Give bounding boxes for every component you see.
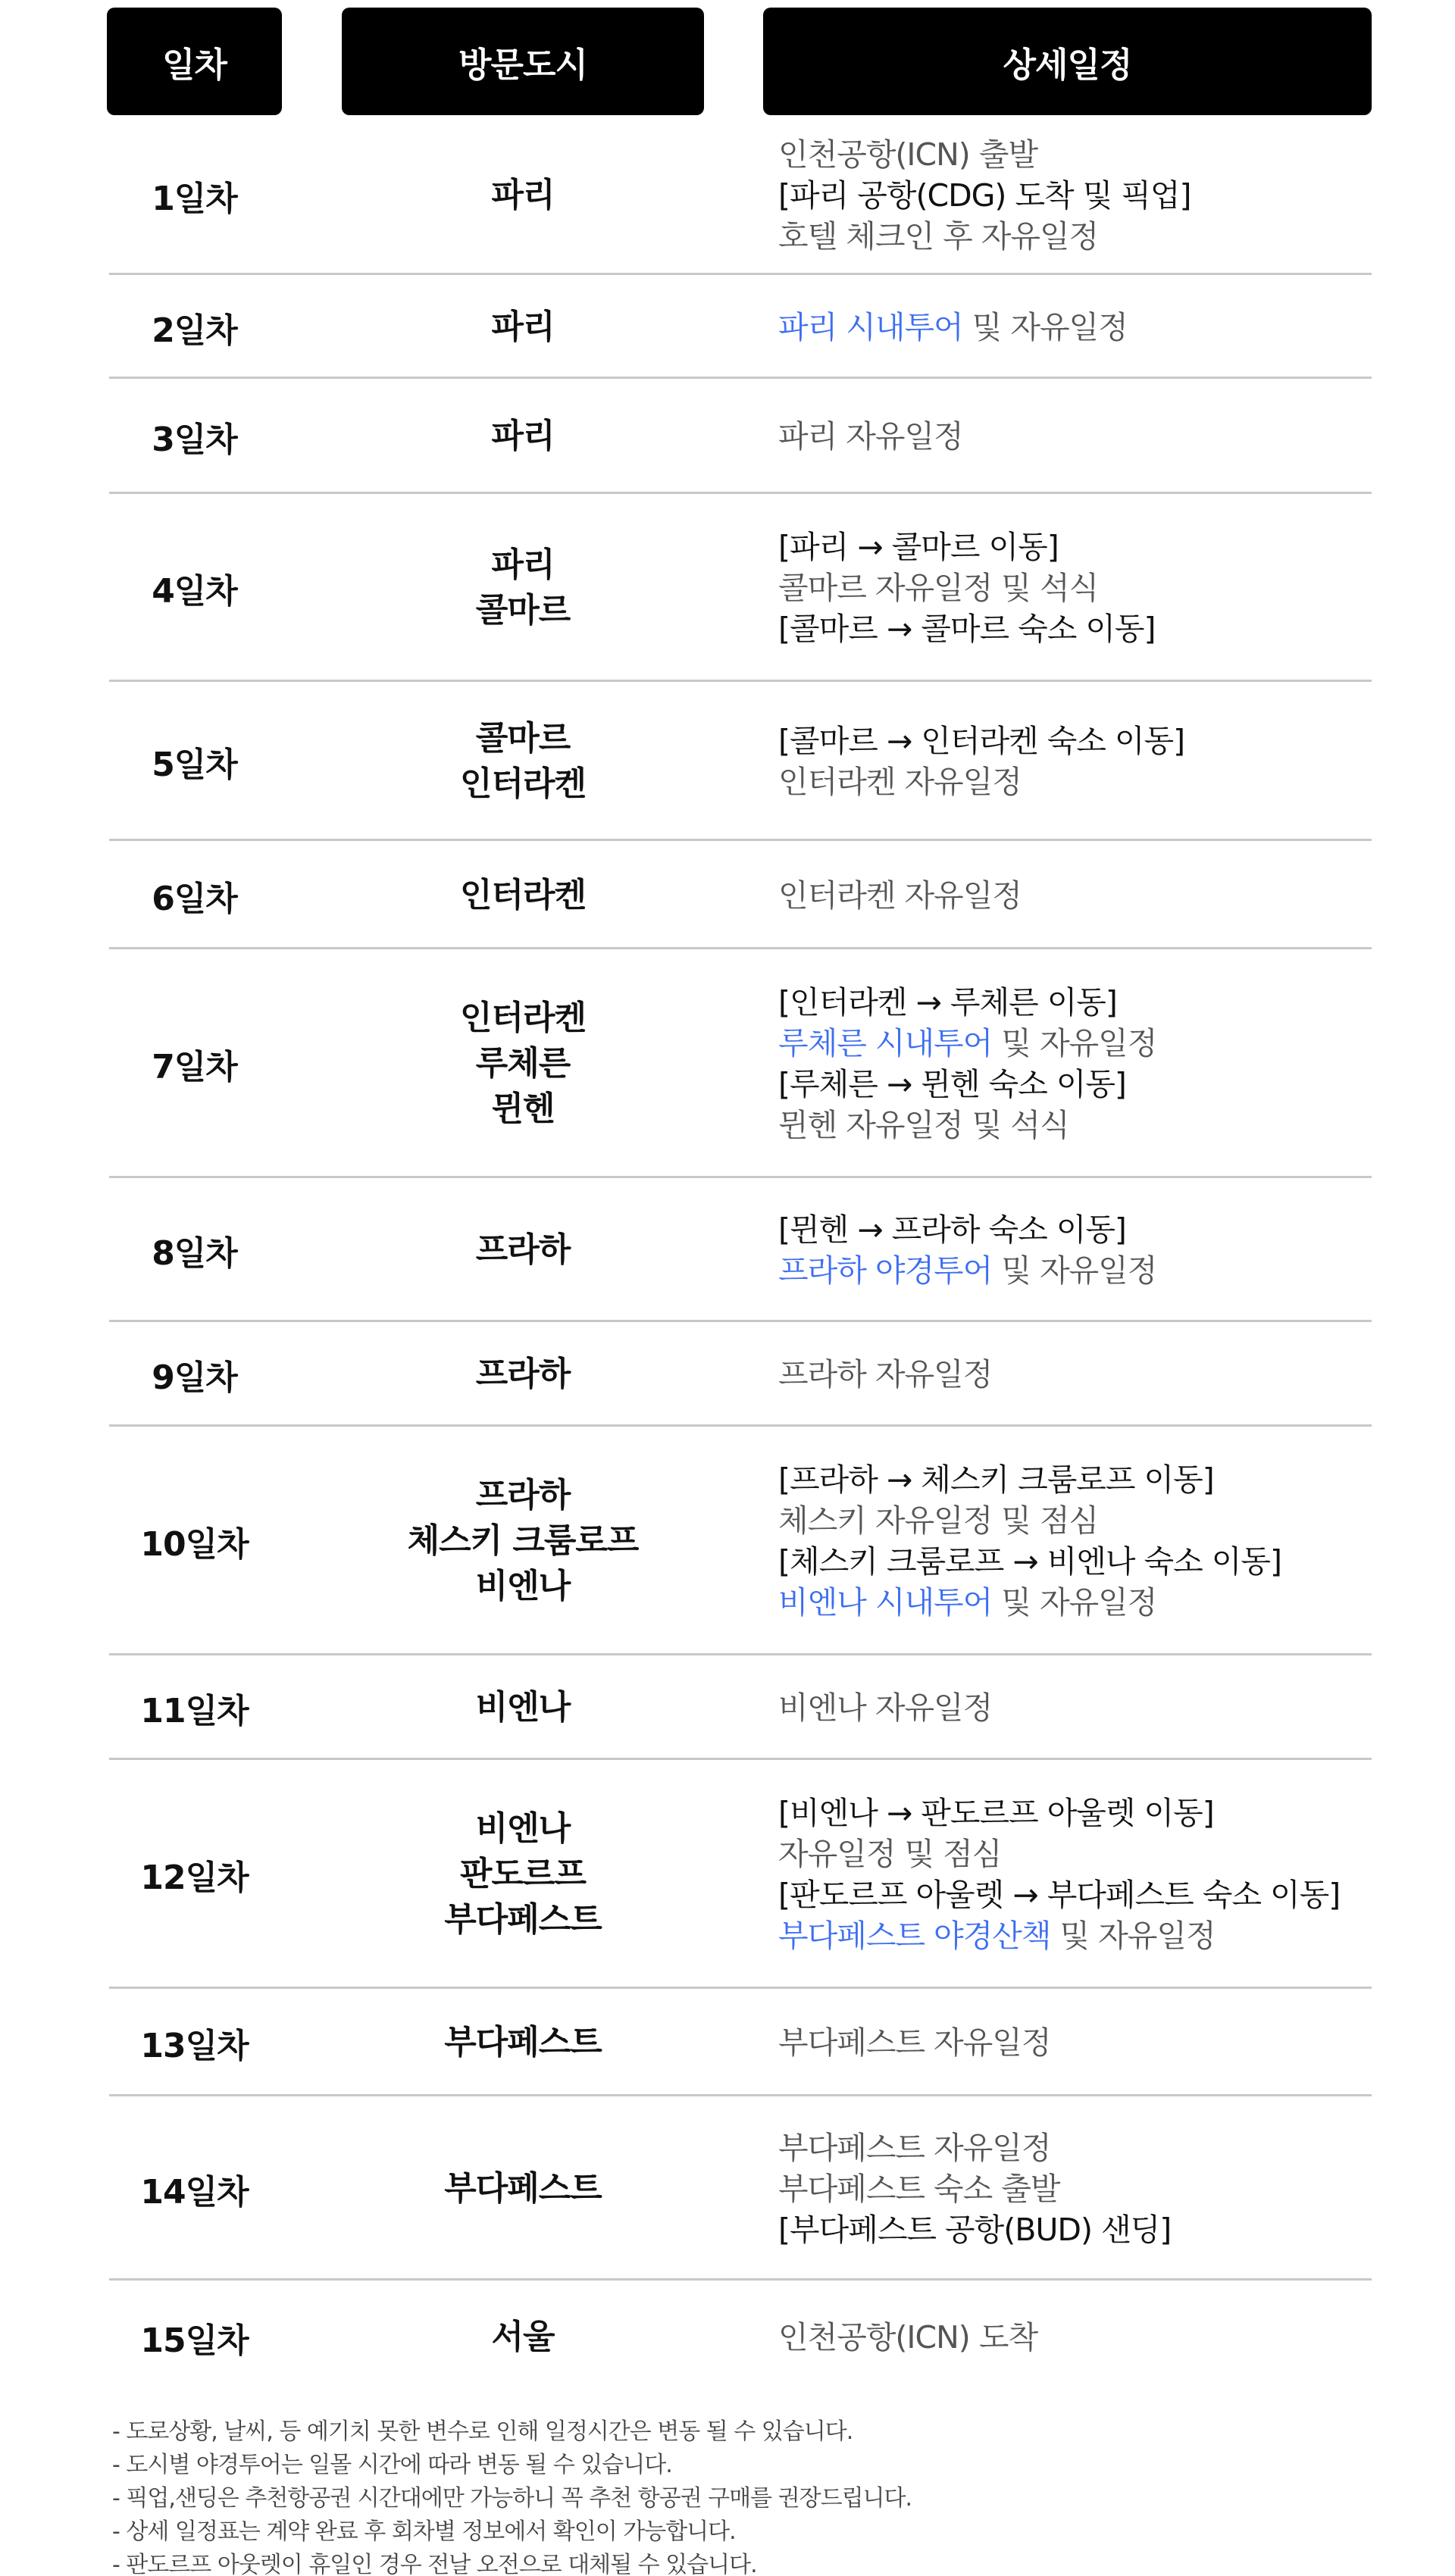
note-item: - 상세 일정표는 계약 완료 후 회차별 정보에서 확인이 가능합니다.: [112, 2518, 736, 2545]
header-day: 일차: [107, 8, 282, 115]
schedule-line: 파리 자유일정: [778, 418, 963, 455]
header-city: 방문도시: [342, 8, 704, 115]
schedule-line: 부다페스트 숙소 출발: [778, 2170, 1060, 2207]
day-label: 10일차: [140, 1525, 249, 1564]
city-name: 서울: [491, 2318, 555, 2356]
itinerary-row: [0, 2096, 1455, 2281]
schedule-details: [778, 115, 1430, 275]
schedule-details: [778, 2281, 1430, 2394]
day-label: 14일차: [140, 2172, 249, 2212]
schedule-details: [778, 1655, 1430, 1760]
schedule-details: [778, 379, 1430, 494]
city-name: 파리: [491, 546, 555, 584]
day-label: 3일차: [152, 420, 237, 459]
note-item: - 도로상황, 날씨, 등 예기치 못한 변수로 인해 일정시간은 변동 될 수 있습니다.: [112, 2418, 853, 2445]
schedule-line-transfer: [프라하 → 체스키 크룸로프 이동]: [778, 1462, 1214, 1498]
schedule-line: 콜마르 자유일정 및 석식: [778, 570, 1099, 606]
schedule-line-transfer: [체스키 크룸로프 → 비엔나 숙소 이동]: [778, 1543, 1281, 1580]
city-list: [342, 841, 704, 949]
city-list: [342, 115, 704, 275]
city-name: 프라하: [475, 1230, 571, 1269]
city-name: 부다페스트: [444, 1900, 602, 1939]
schedule-line-transfer: [부다페스트 공항(BUD) 샌딩]: [778, 2211, 1172, 2248]
schedule-line-highlight: [778, 1023, 1430, 1064]
tour-highlight: 파리 시내투어: [778, 308, 963, 345]
tour-highlight: 루체른 시내투어: [778, 1025, 993, 1061]
schedule-details: [778, 1427, 1430, 1655]
schedule-details: [778, 494, 1430, 682]
day-label: 7일차: [152, 1048, 237, 1086]
day-label: 6일차: [152, 879, 237, 918]
tour-highlight: 프라하 야경투어: [778, 1252, 993, 1289]
schedule-line: 부다페스트 자유일정: [778, 2129, 1051, 2166]
city-list: [342, 2096, 704, 2281]
schedule-line-transfer: [인터라켄 → 루체른 이동]: [778, 984, 1117, 1021]
city-name: 콜마르: [475, 719, 571, 758]
schedule-details: [778, 841, 1430, 949]
schedule-line: 뮌헨 자유일정 및 석식: [778, 1107, 1069, 1143]
note-item: - 판도르프 아웃렛이 휴일인 경우 전날 오전으로 대체될 수 있습니다.: [112, 2552, 757, 2576]
city-name: 파리: [491, 175, 555, 214]
schedule-line: 부다페스트 자유일정: [778, 2024, 1051, 2061]
schedule-line-rest: 및 자유일정: [992, 1025, 1157, 1061]
schedule-line: 인터라켄 자유일정: [778, 877, 1022, 914]
city-name: 프라하: [475, 1476, 571, 1515]
schedule-line-highlight: [778, 1915, 1430, 1956]
notes-list: [112, 2415, 912, 2576]
schedule-line-transfer: [뮌헨 → 프라하 숙소 이동]: [778, 1211, 1126, 1248]
city-list: [342, 1427, 704, 1655]
itinerary-row: [0, 115, 1455, 275]
day-label: 9일차: [152, 1358, 237, 1397]
schedule-details: [778, 275, 1430, 379]
day-label: 13일차: [140, 2027, 249, 2065]
schedule-line-transfer: [판도르프 아울렛 → 부다페스트 숙소 이동]: [778, 1877, 1341, 1913]
city-list: [342, 379, 704, 494]
schedule-details: [778, 1760, 1430, 1989]
schedule-line: 비엔나 자유일정: [778, 1690, 993, 1726]
day-label: 8일차: [152, 1234, 237, 1273]
city-list: [342, 2281, 704, 2394]
day-label: 5일차: [152, 746, 237, 784]
city-name: 파리: [491, 417, 555, 455]
day-label: 1일차: [152, 179, 237, 218]
schedule-line-highlight: [778, 1250, 1430, 1291]
city-name: 비엔나: [475, 1567, 571, 1605]
schedule-line: 인천공항(ICN) 도착: [778, 2319, 1038, 2356]
schedule-details: [778, 682, 1430, 841]
city-list: [342, 1322, 704, 1427]
city-name: 뮌헨: [491, 1089, 555, 1128]
itinerary-row: [0, 1322, 1455, 1427]
schedule-line-transfer: [파리 공항(CDG) 도착 및 픽업]: [778, 177, 1191, 214]
schedule-line-transfer: [비엔나 → 판도르프 아울렛 이동]: [778, 1795, 1214, 1831]
schedule-line-rest: 및 자유일정: [1050, 1918, 1216, 1954]
schedule-details: [778, 1178, 1430, 1322]
schedule-line-transfer: [파리 → 콜마르 이동]: [778, 529, 1059, 565]
itinerary-row: [0, 1760, 1455, 1989]
itinerary-row: [0, 1427, 1455, 1655]
schedule-line-highlight: [778, 1582, 1430, 1623]
city-list: [342, 1655, 704, 1760]
city-list: [342, 1760, 704, 1989]
city-name: 체스키 크룸로프: [407, 1521, 639, 1560]
itinerary-row: [0, 494, 1455, 682]
city-name: 프라하: [475, 1355, 571, 1393]
itinerary-row: [0, 841, 1455, 949]
schedule-line: 호텔 체크인 후 자유일정: [778, 217, 1099, 255]
day-label: 11일차: [140, 1692, 249, 1730]
day-label: 15일차: [140, 2321, 249, 2360]
city-name: 루체른: [475, 1044, 571, 1083]
itinerary-row: [0, 949, 1455, 1178]
itinerary-row: [0, 2281, 1455, 2394]
city-name: 비엔나: [475, 1688, 571, 1727]
city-name: 인터라켄: [459, 999, 586, 1037]
schedule-line: 체스키 자유일정 및 점심: [778, 1502, 1099, 1539]
schedule-line-transfer: [콜마르 → 인터라켄 숙소 이동]: [778, 723, 1185, 759]
schedule-details: [778, 949, 1430, 1178]
city-name: 판도르프: [459, 1855, 586, 1893]
city-name: 비엔나: [475, 1809, 571, 1848]
tour-highlight: 부다페스트 야경산책: [778, 1918, 1051, 1954]
schedule-line-transfer: [루체른 → 뮌헨 숙소 이동]: [778, 1066, 1126, 1102]
city-list: [342, 1989, 704, 2096]
day-label: 4일차: [152, 572, 237, 611]
itinerary-row: [0, 1655, 1455, 1760]
schedule-line-rest: 및 자유일정: [962, 308, 1128, 345]
schedule-details: [778, 1989, 1430, 2096]
city-name: 부다페스트: [444, 2023, 602, 2062]
itinerary-row: [0, 379, 1455, 494]
city-name: 인터라켄: [459, 764, 586, 803]
city-list: [342, 1178, 704, 1322]
city-name: 콜마르: [475, 591, 571, 630]
day-label: 12일차: [140, 1859, 249, 1897]
city-name: 파리: [491, 307, 555, 346]
city-name: 부다페스트: [444, 2168, 602, 2208]
schedule-line-highlight: [778, 307, 1430, 348]
schedule-line: 인터라켄 자유일정: [778, 764, 1022, 800]
city-list: [342, 682, 704, 841]
schedule-line: 인천공항(ICN) 출발: [778, 136, 1038, 173]
schedule-line: 프라하 자유일정: [778, 1356, 993, 1393]
city-list: [342, 949, 704, 1178]
day-label: 2일차: [152, 311, 237, 350]
itinerary-row: [0, 1178, 1455, 1322]
schedule-details: [778, 1322, 1430, 1427]
schedule-line-rest: 및 자유일정: [992, 1252, 1157, 1289]
itinerary-row: [0, 1989, 1455, 2096]
itinerary-row: [0, 682, 1455, 841]
note-item: - 도시별 야경투어는 일몰 시간에 따라 변동 될 수 있습니다.: [112, 2452, 672, 2478]
note-item: - 픽업,샌딩은 추천항공권 시간대에만 가능하니 꼭 추천 항공권 구매를 권장드립니다.: [112, 2485, 912, 2512]
schedule-line-transfer: [콜마르 → 콜마르 숙소 이동]: [778, 611, 1156, 647]
schedule-line: 자유일정 및 점심: [778, 1836, 1002, 1872]
schedule-line-rest: 및 자유일정: [992, 1584, 1157, 1621]
schedule-details: [778, 2096, 1430, 2281]
city-list: [342, 275, 704, 379]
city-name: 인터라켄: [459, 875, 586, 914]
city-list: [342, 494, 704, 682]
header-detail: 상세일정: [763, 8, 1372, 115]
tour-highlight: 비엔나 시내투어: [778, 1584, 993, 1621]
itinerary-row: [0, 275, 1455, 379]
